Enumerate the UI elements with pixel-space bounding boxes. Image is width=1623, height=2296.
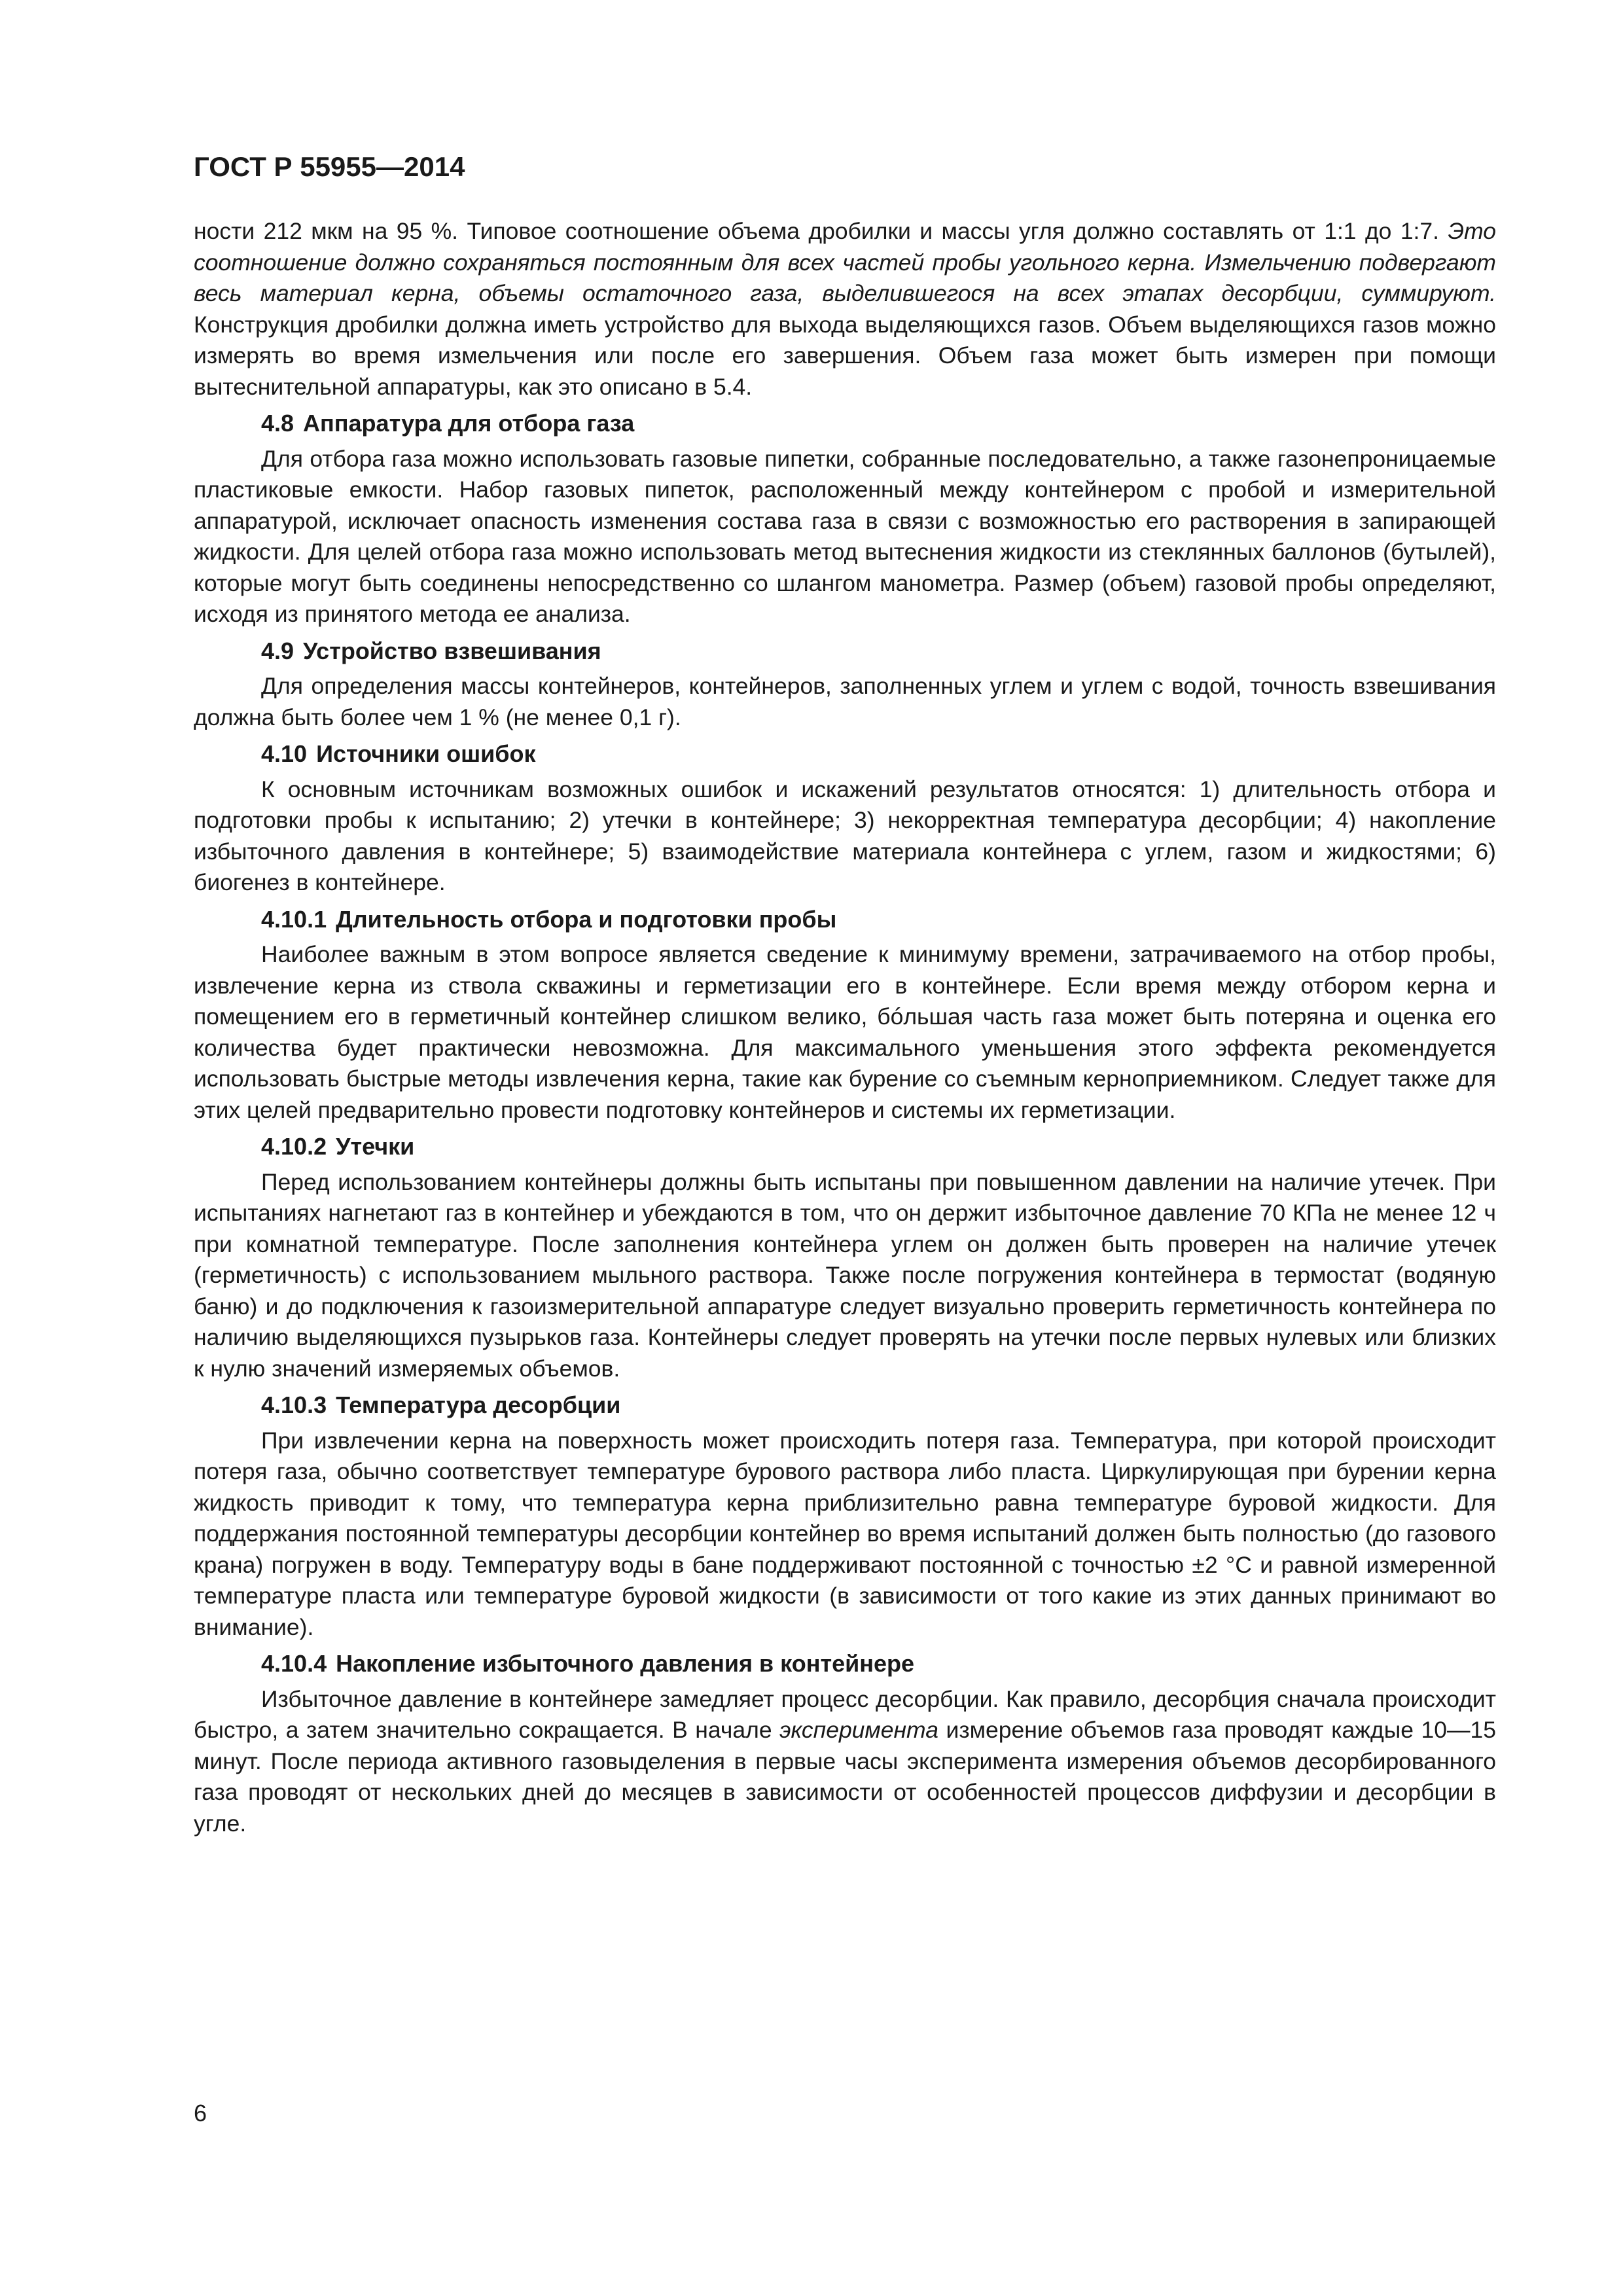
section-number: 4.8 bbox=[261, 410, 294, 437]
section-heading-4-10-2 bbox=[194, 1131, 1496, 1162]
document-page bbox=[194, 151, 1496, 1839]
section-number: 4.10.2 bbox=[261, 1133, 327, 1160]
section-text-4-10-4 bbox=[194, 1684, 1496, 1840]
section-title: Устройство взвешивания bbox=[303, 637, 601, 664]
section-title: Утечки bbox=[336, 1133, 415, 1160]
section-number: 4.10.3 bbox=[261, 1391, 327, 1419]
section-title: Источники ошибок bbox=[316, 740, 536, 768]
section-heading-4-10-1 bbox=[194, 904, 1496, 935]
section-text-4-10: К основным источникам возможных ошибок и искажений результатов относятся: 1) длительность отбора и подготовки пробы к испытанию; 2) утечки в контейнере; 3) некорректная температура десорбции; 4) накопление избыточного давления в контейнере; 5) взаимодействие материала контейнера с углем, газом и жидкостями; 6) биогенез в контейнере. bbox=[194, 776, 1496, 896]
section-text-4-10-1: Наиболее важным в этом вопросе является сведение к минимуму времени, затрачиваемого на отбор пробы, извлечение керна из ствола скважины и герметизации его в контейнере. Если время между отбором керна и помещением его в герметичный контейнер слишком велико, бóльшая часть газа может быть потеряна и оценка его количества будет практически невозможна. Для максимального уменьшения этого эффекта рекомендуется использовать быстрые методы извлечения керна, такие как бурение со съемным керноприемником. Следует также для этих целей предварительно провести подготовку контейнеров и системы их герметизации. bbox=[194, 941, 1496, 1123]
section-text-4-10-2: Перед использованием контейнеры должны быть испытаны при повышенном давлении на наличие утечек. При испытаниях нагнетают газ в контейнер и убеждаются в том, что он держит избыточное давление 70 КПа не менее 12 ч при комнатной температуре. После заполнения контейнера углем он должен быть проверен на наличие утечек (герметичность) с использованием мыльного раствора. Также после погружения контейнера в термостат (водяную баню) и до подключения к газоизмерительной аппаратуре следует визуально проверить герметичность контейнера по наличию выделяющихся пузырьков газа. Контейнеры следует проверять на утечки после первых нулевых или близких к нулю значений измеряемых объемов. bbox=[194, 1168, 1496, 1382]
section-heading-4-10-3 bbox=[194, 1390, 1496, 1421]
document-header: ГОСТ Р 55955—2014 bbox=[194, 151, 465, 182]
section-heading-4-10-4 bbox=[194, 1648, 1496, 1679]
section-heading-4-9 bbox=[194, 636, 1496, 667]
section-text-4-8: Для отбора газа можно использовать газовые пипетки, собранные последовательно, а также газонепроницаемые пластиковые емкости. Набор газовых пипеток, расположенный между контейнером с пробой и измерительной аппаратурой, исключает опасность изменения состава газа в связи с возможностью его растворения в запирающей жидкости. Для целей отбора газа можно использовать метод вытеснения жидкости из стеклянных баллонов (бутылей), которые могут быть соединены непосредственно со шлангом манометра. Размер (объем) газовой пробы определяют, исходя из принятого метода ее анализа. bbox=[194, 445, 1496, 628]
section-heading-4-10 bbox=[194, 738, 1496, 770]
section-title: Аппаратура для отбора газа bbox=[303, 410, 635, 437]
section-text-part1: Избыточное давление в контейнере замедляет процесс десорбции. Как правило, десорбция сначала происходит быстро, а затем значительно сокращается. В начале bbox=[194, 1685, 1496, 1744]
section-text-part2: измерение объемов газа проводят каждые 10—15 минут. После периода активного газовыделения в первые часы эксперимента измерения объемов десорбированного газа проводят от нескольких дней до месяцев в зависимости от особенностей процессов диффузии и десорбции в угле. bbox=[194, 1717, 1496, 1837]
page-number: 6 bbox=[194, 2100, 207, 2126]
section-number: 4.10.4 bbox=[261, 1650, 327, 1677]
section-title: Температура десорбции bbox=[336, 1391, 621, 1419]
section-italic-word: эксперимента bbox=[779, 1717, 938, 1744]
intro-text-part1: ности 212 мкм на 95 %. Типовое соотношение объема дробилки и массы угля должно составлять от 1:1 до 1:7. bbox=[194, 218, 1448, 245]
intro-paragraph bbox=[194, 216, 1496, 403]
section-title: Длительность отбора и подготовки пробы bbox=[336, 905, 837, 933]
intro-italic-text: Это соотношение должно сохраняться постоянным для всех частей пробы угольного керна. Измельчению подвергают весь материал керна, объемы остаточного газа, выделившегося на всех этапах десорбции, суммируют. bbox=[194, 218, 1496, 307]
intro-text-part2: Конструкция дробилки должна иметь устройство для выхода выделяющихся газов. Объем выделяющихся газов можно измерять во время измельчения или после его завершения. Объем газа может быть измерен при помощи вытеснительной аппаратуры, как это описано в 5.4. bbox=[194, 311, 1496, 400]
section-text-4-10-3: При извлечении керна на поверхность может происходить потеря газа. Температура, при которой происходит потеря газа, обычно соответствует температуре бурового раствора либо пласта. Циркулирующая при бурении керна жидкость приводит к тому, что температура керна приблизительно равна температуре буровой жидкости. Для поддержания постоянной температуры десорбции контейнер во время испытаний должен быть полностью (до газового крана) погружен в воду. Температуру воды в бане поддерживают постоянной с точностью ±2 °С и равной измеренной температуре пласта или температуре буровой жидкости (в зависимости от того какие из этих данных принимают во внимание). bbox=[194, 1427, 1496, 1640]
section-number: 4.9 bbox=[261, 637, 294, 664]
section-number: 4.10.1 bbox=[261, 905, 327, 933]
section-heading-4-8 bbox=[194, 408, 1496, 439]
section-title: Накопление избыточного давления в контейнере bbox=[336, 1650, 915, 1677]
section-number: 4.10 bbox=[261, 740, 308, 768]
section-text-4-9: Для определения массы контейнеров, контейнеров, заполненных углем и углем с водой, точность взвешивания должна быть более чем 1 % (не менее 0,1 г). bbox=[194, 673, 1496, 730]
